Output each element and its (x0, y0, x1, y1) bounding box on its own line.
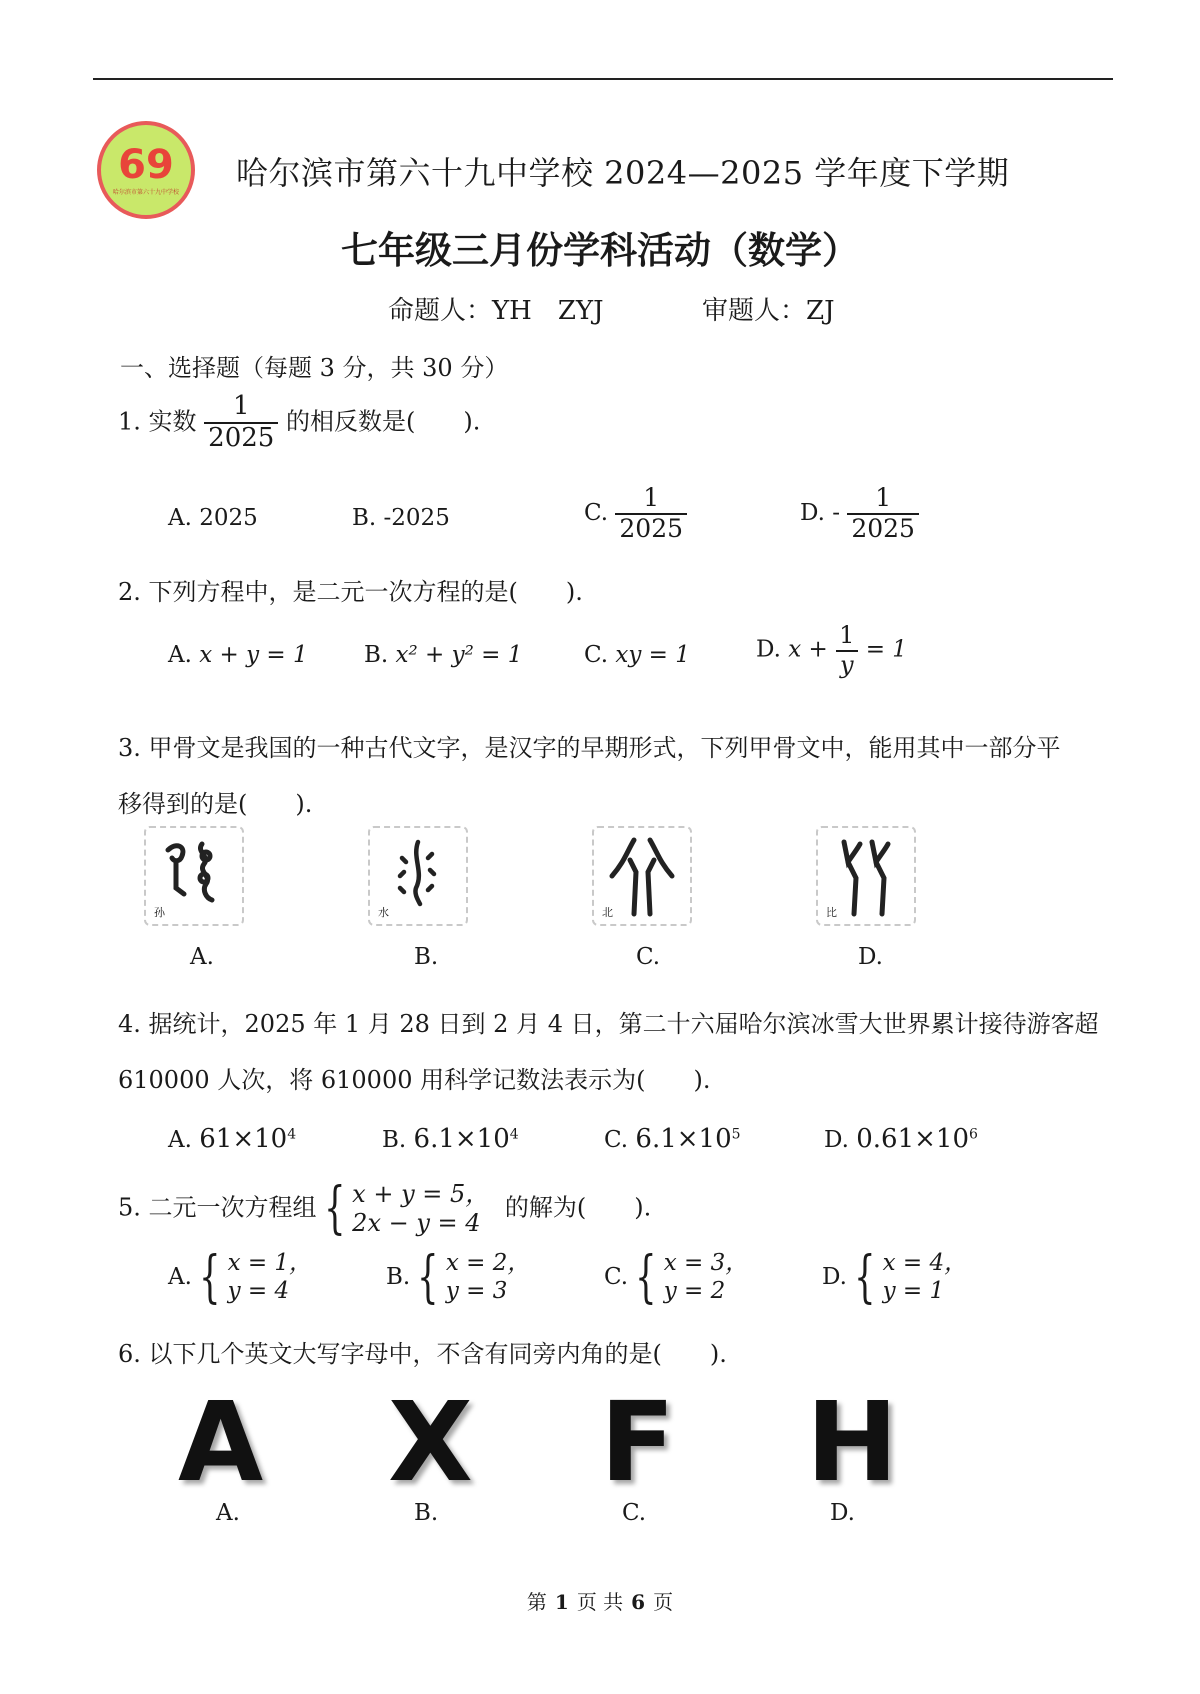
q6-label-d: D. (830, 1500, 855, 1526)
q3-label-a: A. (190, 944, 214, 970)
q2-option-a: A. x + y = 1 (168, 642, 308, 668)
question-4-line-1: 4. 据统计，2025 年 1 月 28 日到 2 月 4 日，第二十六届哈尔滨冰雪大世界累计接待游客超 (118, 1010, 1099, 1038)
oracle-card-bi: 比 (816, 826, 916, 926)
letter-a-figure: A (178, 1378, 264, 1506)
q1-option-b: B. -2025 (352, 505, 450, 531)
q6-label-c: C. (622, 1500, 647, 1526)
page-number: 1 (554, 1590, 569, 1614)
letter-h-figure: H (806, 1378, 899, 1506)
oracle-card-sun: 孙 (144, 826, 244, 926)
q1-option-d: D. - $\frac{1}{2025}$ (800, 484, 919, 544)
section-title: 一、选择题（每题 3 分，共 30 分） (120, 354, 509, 382)
oracle-card-shui: 水 (368, 826, 468, 926)
page-footer: 第 1 页 共 6 页 (526, 1590, 674, 1614)
question-5: 5. 二元一次方程组 { x + y = 5， 2x − y = 4 的解为( ). (118, 1175, 652, 1241)
q4-option-a: A. $61\times 10^4$ (168, 1124, 297, 1154)
question-3-line-1: 3. 甲骨文是我国的一种古代文字，是汉字的早期形式，下列甲骨文中，能用其中一部分平 (118, 734, 1061, 762)
letter-f-figure: F (600, 1378, 676, 1506)
q5-option-d: D. { x = 4， y = 1 (822, 1245, 968, 1310)
author-label: 命题人：YH ZYJ (388, 296, 604, 326)
q3-label-b: B. (414, 944, 439, 970)
q5-option-a: A. { x = 1， y = 4 (168, 1245, 313, 1310)
question-3-line-2: 移得到的是( ). (118, 790, 313, 818)
page-total: 6 (631, 1590, 646, 1614)
logo-number: 69 (118, 142, 174, 188)
letter-x-figure: X (388, 1378, 473, 1506)
q6-label-b: B. (414, 1500, 439, 1526)
reviewer-label: 审题人：ZJ (702, 296, 835, 326)
logo-text: 哈尔滨市第六十九中学校 (112, 189, 180, 196)
q2-option-c: C. xy = 1 (584, 642, 690, 668)
q3-label-d: D. (858, 944, 883, 970)
q5-option-c: C. { x = 3， y = 2 (604, 1245, 749, 1310)
q6-label-a: A. (216, 1500, 240, 1526)
q3-label-c: C. (636, 944, 661, 970)
q4-option-b: B. $6.1\times 10^4$ (382, 1124, 519, 1154)
q2-option-b: B. x² + y² = 1 (364, 642, 523, 668)
exam-subtitle: 七年级三月份学科活动（数学） (341, 229, 859, 272)
q2-option-d: D. x + $\frac{1}{y}$ = 1 (756, 621, 907, 679)
school-title: 哈尔滨市第六十九中学校 2024—2025 学年度下学期 (236, 154, 1010, 192)
q4-option-d: D. $0.61\times 10^6$ (824, 1124, 978, 1154)
q1-option-a: A. 2025 (168, 505, 258, 531)
authors-line (388, 290, 835, 327)
question-6: 6. 以下几个英文大写字母中，不含有同旁内角的是( ). (118, 1340, 727, 1368)
question-2: 2. 下列方程中，是二元一次方程的是( ). (118, 578, 583, 606)
q4-option-c: C. $6.1\times 10^5$ (604, 1124, 741, 1154)
question-4-line-2: 610000 人次，将 610000 用科学记数法表示为( ). (118, 1066, 711, 1094)
school-logo (96, 120, 196, 220)
top-rule (93, 78, 1113, 80)
oracle-card-bei: 北 (592, 826, 692, 926)
question-1: 1. 实数 $\frac{1}{2025}$ 的相反数是( ). (118, 391, 481, 453)
q5-option-b: B. { x = 2， y = 3 (386, 1245, 531, 1310)
q1-option-c: C. $\frac{1}{2025}$ (584, 484, 687, 544)
